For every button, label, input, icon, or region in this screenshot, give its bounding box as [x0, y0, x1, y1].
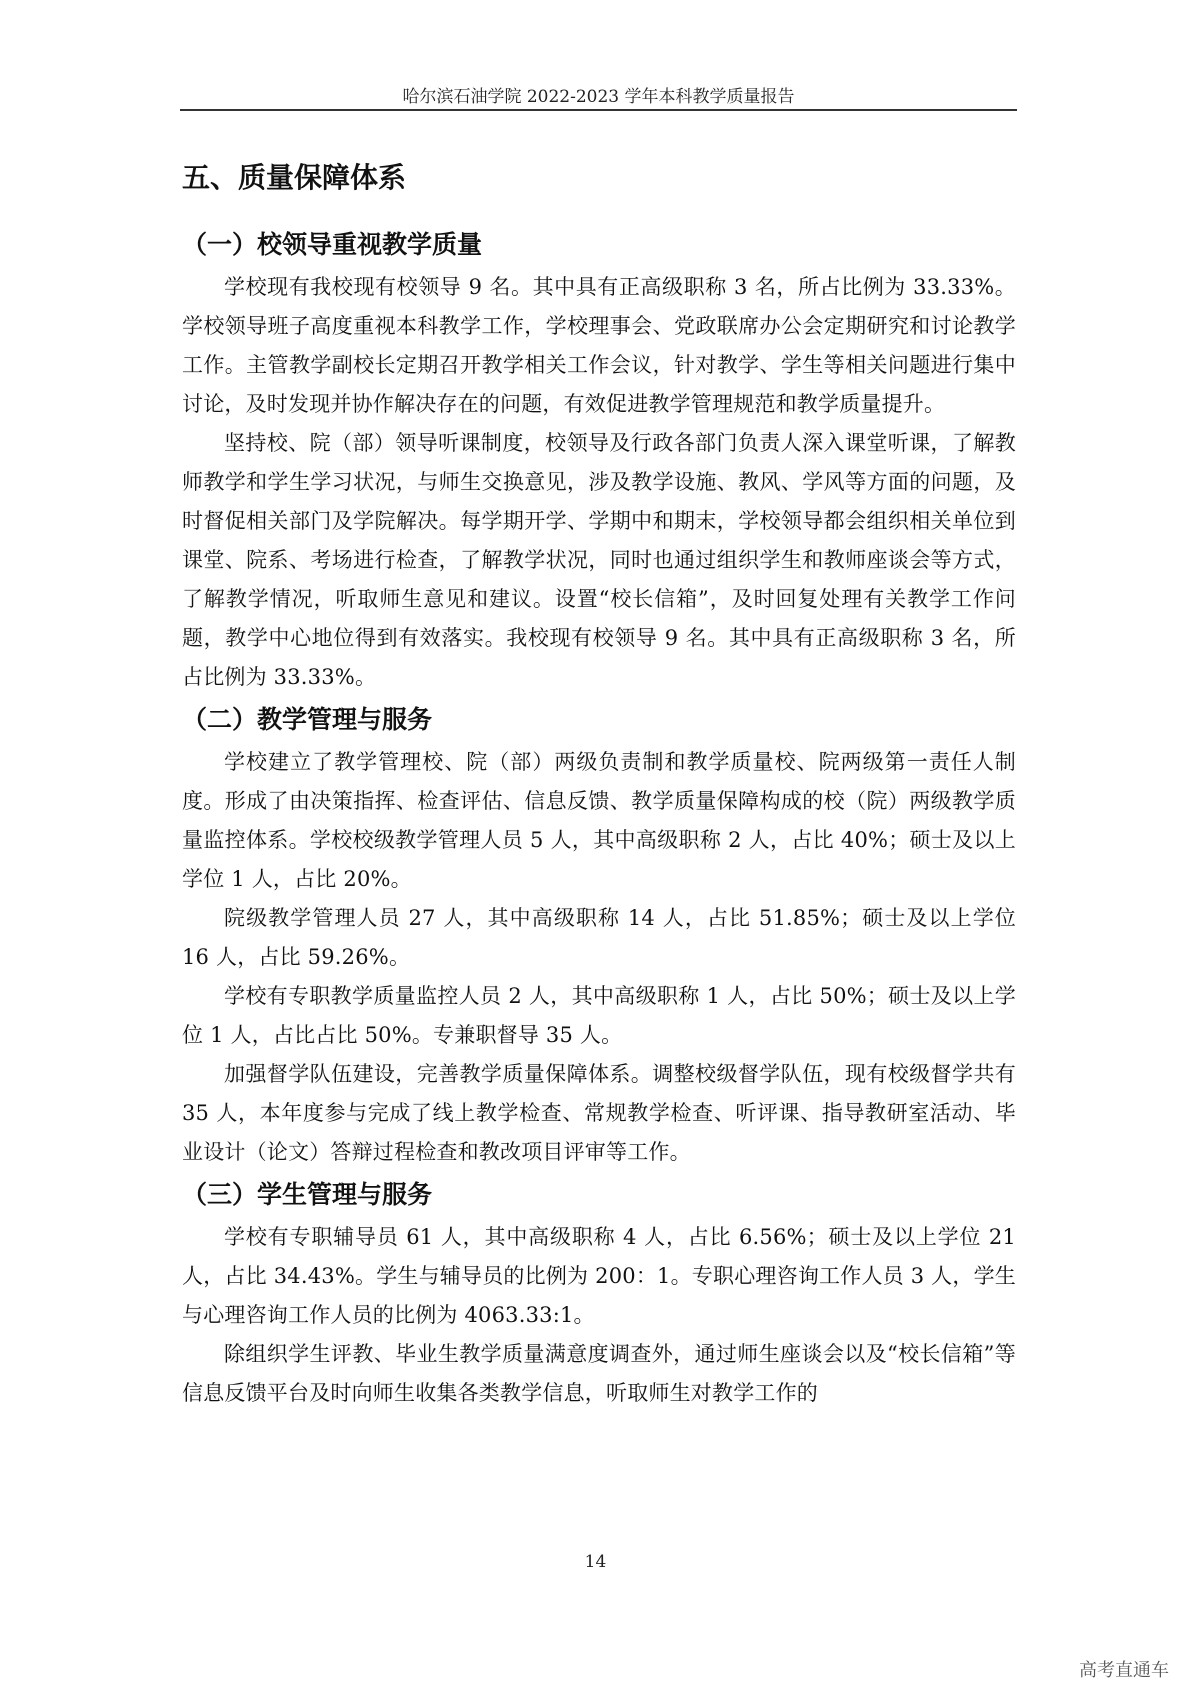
header-rule: [180, 109, 1017, 111]
section-title: 五、质量保障体系: [182, 161, 407, 194]
paragraph: 坚持校、院（部）领导听课制度，校领导及行政各部门负责人深入课堂听课，了解教师教学和学生学习状况，与师生交换意见，涉及教学设施、教风、学风等方面的问题，及时督促相关部门及学院解决。每学期开学、学期中和期末，学校领导都会组织相关单位到课堂、院系、考场进行检查，了解教学状况，同时也通过组织学生和教师座谈会等方式，了解教学情况，听取师生意见和建议。设置“校长信箱”，及时回复处理有关教学工作问题，教学中心地位得到有效落实。我校现有校领导 9 名。其中具有正高级职称 3 名，所占比例为 33.33%。: [182, 431, 1016, 689]
running-header: 哈尔滨石油学院 2022-2023 学年本科教学质量报告: [402, 87, 795, 107]
paragraph: 学校有专职教学质量监控人员 2 人，其中高级职称 1 人，占比 50%；硕士及以上学位 1 人，占比占比 50%。专兼职督导 35 人。: [182, 984, 1016, 1047]
paragraph: 学校建立了教学管理校、院（部）两级负责制和教学质量校、院两级第一责任人制度。形成了由决策指挥、检查评估、信息反馈、教学质量保障构成的校（院）两级教学质量监控体系。学校校级教学管理人员 5 人，其中高级职称 2 人，占比 40%；硕士及以上学位 1 人，占比 20%。: [182, 750, 1016, 891]
page-content: [182, 150, 1016, 1413]
page-number: 14: [584, 1552, 607, 1572]
subsection-title-teaching-management: （二）教学管理与服务: [182, 705, 433, 734]
paragraph: 加强督学队伍建设，完善教学质量保障体系。调整校级督学队伍，现有校级督学共有 35 人，本年度参与完成了线上教学检查、常规教学检查、听评课、指导教研室活动、毕业设计（论文）答辩过程检查和教改项目评审等工作。: [182, 1062, 1016, 1164]
paragraph: 院级教学管理人员 27 人，其中高级职称 14 人，占比 51.85%；硕士及以上学位 16 人，占比 59.26%。: [182, 906, 1016, 969]
watermark: 高考直通车: [1079, 1660, 1169, 1681]
subsection-title-student-management: （三）学生管理与服务: [182, 1180, 433, 1209]
paragraph: 学校有专职辅导员 61 人，其中高级职称 4 人，占比 6.56%；硕士及以上学位 21 人，占比 34.43%。学生与辅导员的比例为 200：1。专职心理咨询工作人员 3 人，学生与心理咨询工作人员的比例为 4063.33:1。: [182, 1225, 1016, 1327]
paragraph: 学校现有我校现有校领导 9 名。其中具有正高级职称 3 名，所占比例为 33.33%。学校领导班子高度重视本科教学工作，学校理事会、党政联席办公会定期研究和讨论教学工作。主管教学副校长定期召开教学相关工作会议，针对教学、学生等相关问题进行集中讨论，及时发现并协作解决存在的问题，有效促进教学管理规范和教学质量提升。: [182, 275, 1016, 416]
paragraph: 除组织学生评教、毕业生教学质量满意度调查外，通过师生座谈会以及“校长信箱”等信息反馈平台及时向师生收集各类教学信息，听取师生对教学工作的: [182, 1342, 1016, 1405]
subsection-title-leadership: （一）校领导重视教学质量: [182, 230, 483, 259]
